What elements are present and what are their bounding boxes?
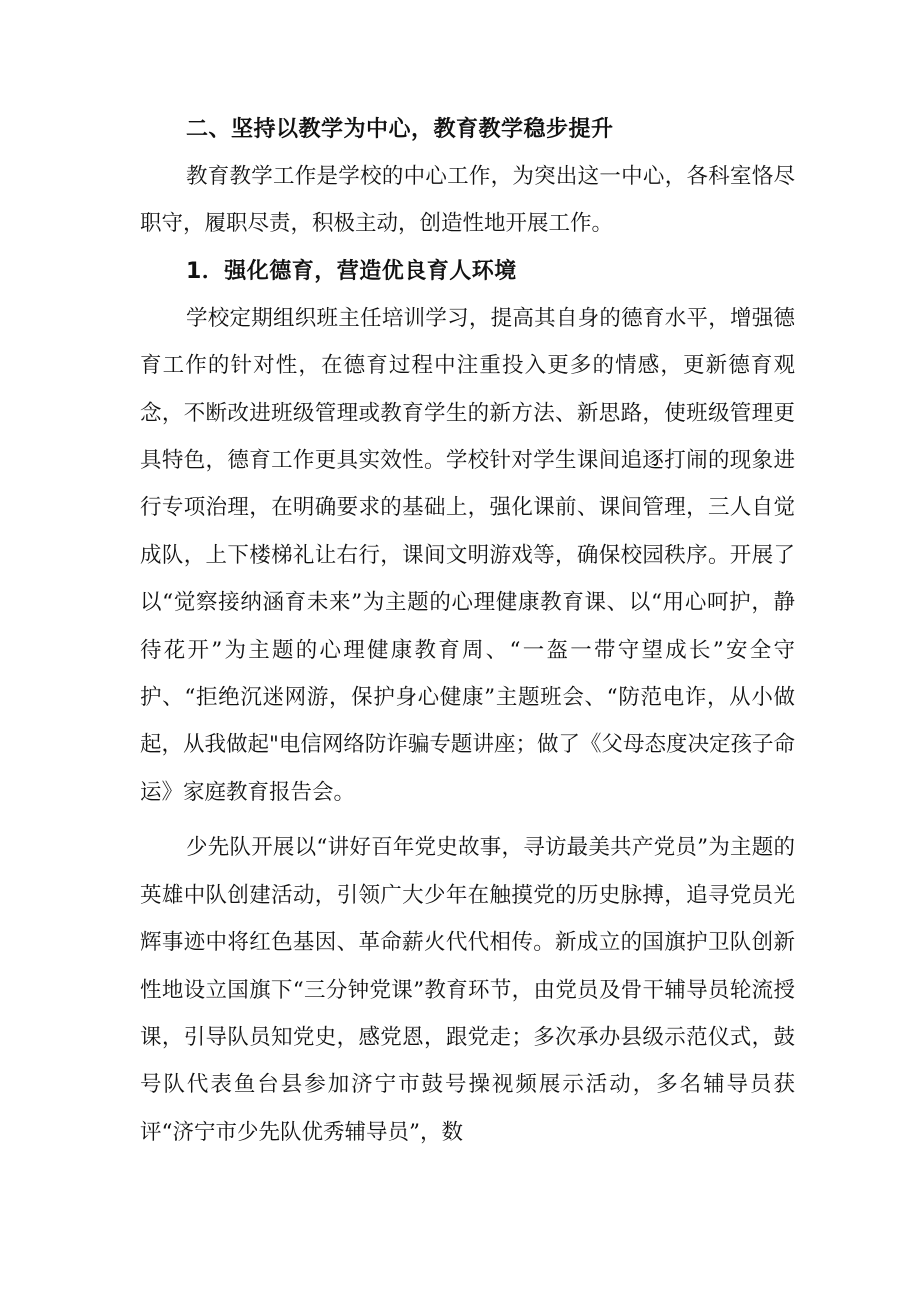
section-heading: 二、坚持以教学为中心，教育教学稳步提升 — [186, 117, 614, 142]
intro-paragraph: 教育教学工作是学校的中心工作，为突出这一中心，各科室恪尽职守，履职尽责，积极主动，创造性地开展工作。 — [140, 164, 795, 237]
paragraph-moral-education: 学校定期组织班主任培训学习，提高其自身的德育水平，增强德育工作的针对性，在德育过程中注重投入更多的情感，更新德育观念，不断改进班级管理或教育学生的新方法、新思路，使班级管理更具特色，德育工作更具实效性。学校针对学生课间追逐打闹的现象进行专项治理，在明确要求的基础上，强化课前、课间管理，三人自觉成队，上下楼梯礼让右行，课间文明游戏等，确保校园秩序。开展了以“觉察接纳涵育未来”为主题的心理健康教育课、以“用心呵护，静待花开”为主题的心理健康教育周、“一盔一带守望成长”安全守护、“拒绝沉迷网游，保护身心健康”主题班会、“防范电诈，从小做起，从我做起"电信网络防诈骗专题讲座；做了《父母态度决定孩子命运》家庭教育报告会。 — [140, 305, 795, 805]
paragraph-young-pioneers: 少先队开展以“讲好百年党史故事，寻访最美共产党员”为主题的英雄中队创建活动，引领广大少年在触摸党的历史脉搏，追寻党员光辉事迹中将红色基因、革命薪火代代相传。新成立的国旗护卫队创新性地设立国旗下“三分钟党课”教育环节，由党员及骨干辅导员轮流授课，引导队员知党史，感党恩，跟党走；多次承办县级示范仪式，鼓号队代表鱼台县参加济宁市鼓号操视频展示活动，多名辅导员获评“济宁市少先队优秀辅导员”，数 — [140, 835, 795, 1145]
subheading-moral-education: 1．强化德育，营造优良育人环境 — [186, 258, 517, 284]
document-body — [140, 106, 795, 1156]
